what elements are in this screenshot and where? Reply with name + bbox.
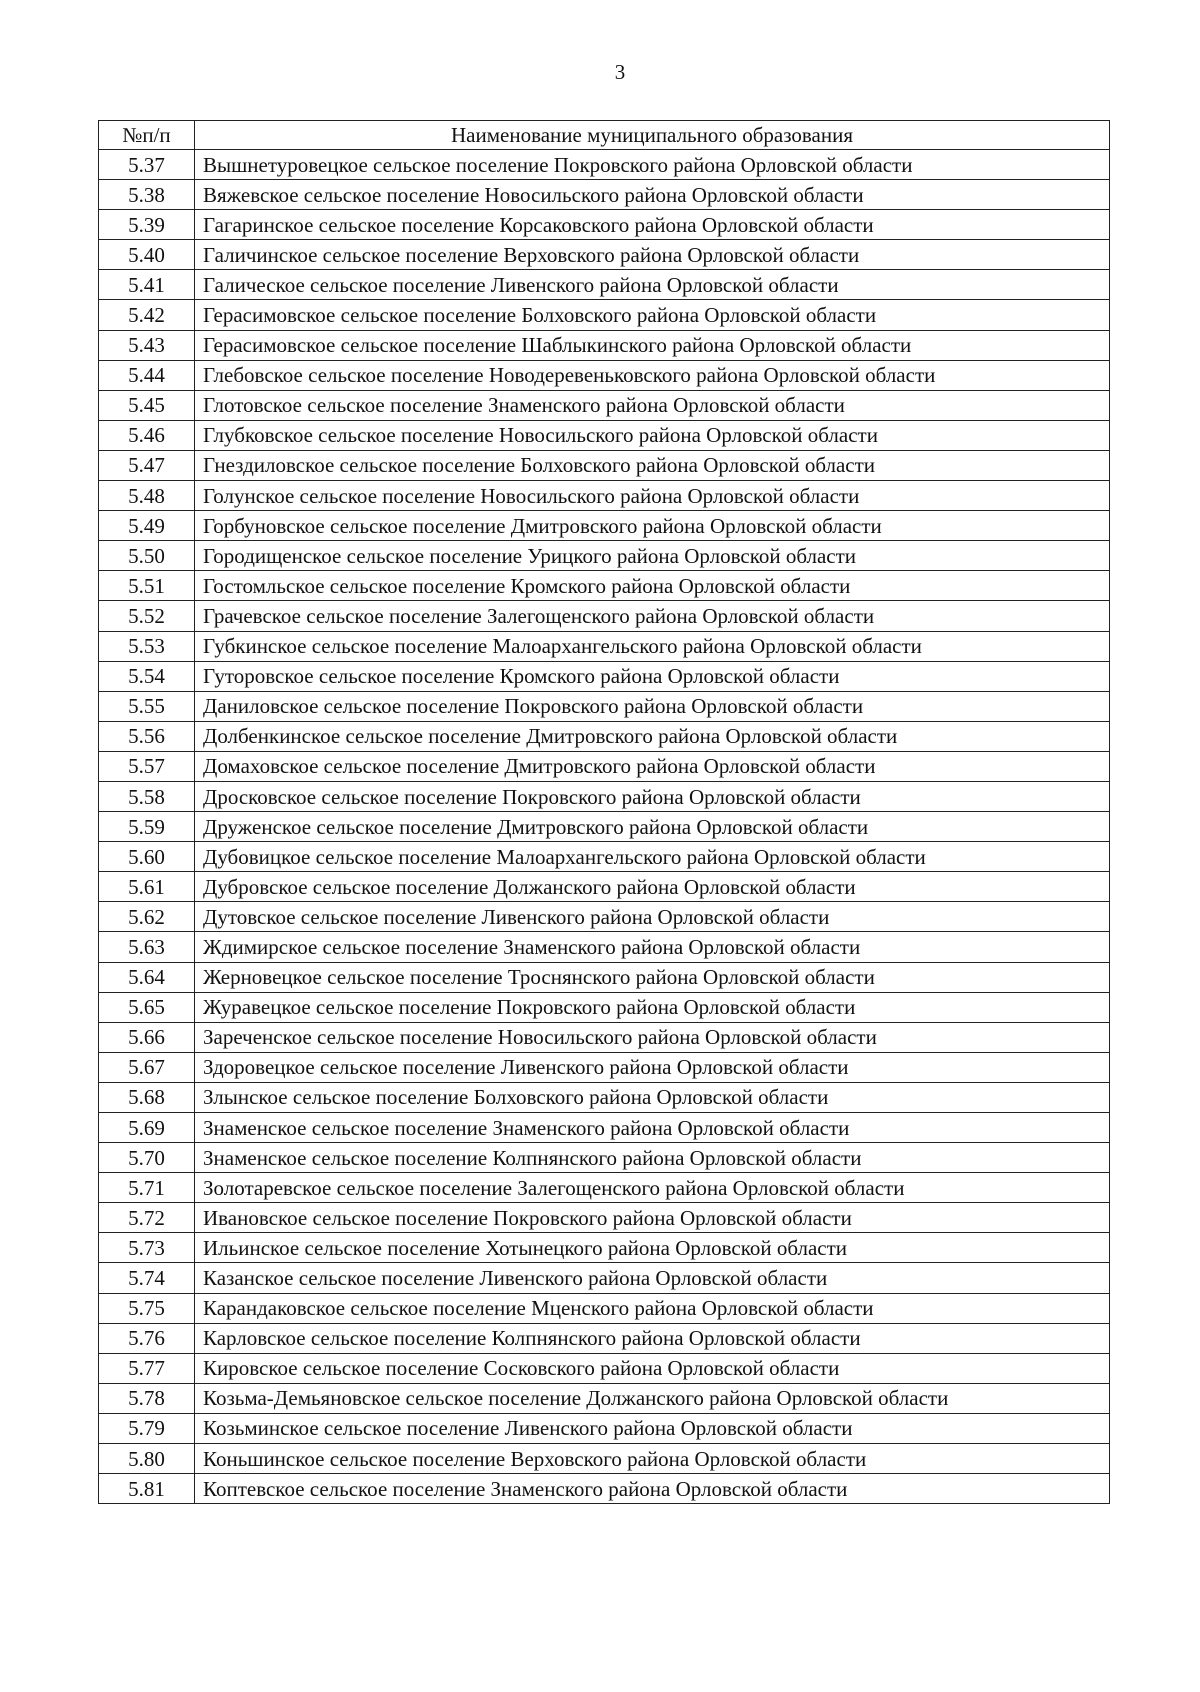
municipality-name: Зареченское сельское поселение Новосильского района Орловской области [195, 1022, 1110, 1052]
municipality-name: Герасимовское сельское поселение Шаблыкинского района Орловской области [195, 330, 1110, 360]
table-row [99, 1052, 1110, 1082]
row-number: 5.54 [99, 661, 195, 691]
table-row [99, 300, 1110, 330]
municipality-name: Горбуновское сельское поселение Дмитровского района Орловской области [195, 511, 1110, 541]
table-row [99, 932, 1110, 962]
table-row [99, 1203, 1110, 1233]
municipality-name: Долбенкинское сельское поселение Дмитровского района Орловской области [195, 721, 1110, 751]
row-number: 5.38 [99, 180, 195, 210]
row-number: 5.61 [99, 872, 195, 902]
header-name: Наименование муниципального образования [195, 121, 1110, 150]
page-number: 3 [614, 60, 626, 84]
municipality-name: Злынское сельское поселение Болховского района Орловской области [195, 1082, 1110, 1112]
table-body [99, 150, 1110, 1504]
row-number: 5.72 [99, 1203, 195, 1233]
table-row [99, 1113, 1110, 1143]
table-row [99, 360, 1110, 390]
table-row [99, 902, 1110, 932]
row-number: 5.59 [99, 812, 195, 842]
table-row [99, 150, 1110, 180]
row-number: 5.68 [99, 1082, 195, 1112]
municipality-name: Коньшинское сельское поселение Верховского района Орловской области [195, 1444, 1110, 1474]
municipality-name: Ильинское сельское поселение Хотынецкого района Орловской области [195, 1233, 1110, 1263]
table-row [99, 1474, 1110, 1504]
row-number: 5.42 [99, 300, 195, 330]
table-row [99, 661, 1110, 691]
municipality-name: Глубковское сельское поселение Новосильского района Орловской области [195, 420, 1110, 450]
municipality-name: Коптевское сельское поселение Знаменского района Орловской области [195, 1474, 1110, 1504]
row-number: 5.65 [99, 992, 195, 1022]
row-number: 5.44 [99, 360, 195, 390]
municipality-name: Гагаринское сельское поселение Корсаковского района Орловской области [195, 210, 1110, 240]
row-number: 5.52 [99, 601, 195, 631]
row-number: 5.37 [99, 150, 195, 180]
row-number: 5.39 [99, 210, 195, 240]
table-row [99, 992, 1110, 1022]
municipality-name: Ждимирское сельское поселение Знаменского района Орловской области [195, 932, 1110, 962]
table-row [99, 210, 1110, 240]
municipality-name: Жерновецкое сельское поселение Троснянского района Орловской области [195, 962, 1110, 992]
row-number: 5.41 [99, 270, 195, 300]
row-number: 5.74 [99, 1263, 195, 1293]
row-number: 5.50 [99, 541, 195, 571]
table-row [99, 601, 1110, 631]
table-row [99, 1082, 1110, 1112]
municipality-name: Кировское сельское поселение Сосковского района Орловской области [195, 1353, 1110, 1383]
row-number: 5.55 [99, 691, 195, 721]
table-row [99, 962, 1110, 992]
table-row [99, 1383, 1110, 1413]
table-row [99, 781, 1110, 811]
row-number: 5.63 [99, 932, 195, 962]
municipality-name: Вышнетуровецкое сельское поселение Покровского района Орловской области [195, 150, 1110, 180]
municipality-name: Галичинское сельское поселение Верховского района Орловской области [195, 240, 1110, 270]
municipality-name: Карандаковское сельское поселение Мценского района Орловской области [195, 1293, 1110, 1323]
row-number: 5.78 [99, 1383, 195, 1413]
table-row [99, 872, 1110, 902]
row-number: 5.53 [99, 631, 195, 661]
row-number: 5.58 [99, 781, 195, 811]
table-row [99, 1233, 1110, 1263]
row-number: 5.40 [99, 240, 195, 270]
row-number: 5.45 [99, 390, 195, 420]
municipality-name: Журавецкое сельское поселение Покровского района Орловской области [195, 992, 1110, 1022]
row-number: 5.76 [99, 1323, 195, 1353]
municipality-name: Козьма-Демьяновское сельское поселение Должанского района Орловской области [195, 1383, 1110, 1413]
municipality-name: Знаменское сельское поселение Знаменского района Орловской области [195, 1113, 1110, 1143]
table-row [99, 1143, 1110, 1173]
row-number: 5.67 [99, 1052, 195, 1082]
row-number: 5.79 [99, 1413, 195, 1443]
table-row [99, 751, 1110, 781]
table-row [99, 541, 1110, 571]
row-number: 5.49 [99, 511, 195, 541]
municipality-name: Голунское сельское поселение Новосильского района Орловской области [195, 481, 1110, 511]
table-row [99, 390, 1110, 420]
table-row [99, 1293, 1110, 1323]
table-row [99, 1173, 1110, 1203]
row-number: 5.66 [99, 1022, 195, 1052]
table-row [99, 1444, 1110, 1474]
table-row [99, 631, 1110, 661]
row-number: 5.62 [99, 902, 195, 932]
municipality-name: Гнездиловское сельское поселение Болховского района Орловской области [195, 450, 1110, 480]
municipality-name: Вяжевское сельское поселение Новосильского района Орловской области [195, 180, 1110, 210]
municipality-name: Карловское сельское поселение Колпнянского района Орловской области [195, 1323, 1110, 1353]
row-number: 5.47 [99, 450, 195, 480]
table-row [99, 691, 1110, 721]
row-number: 5.60 [99, 842, 195, 872]
table-row [99, 270, 1110, 300]
row-number: 5.70 [99, 1143, 195, 1173]
municipality-name: Гостомльское сельское поселение Кромского района Орловской области [195, 571, 1110, 601]
row-number: 5.46 [99, 420, 195, 450]
table-row [99, 420, 1110, 450]
row-number: 5.48 [99, 481, 195, 511]
row-number: 5.71 [99, 1173, 195, 1203]
municipality-name: Домаховское сельское поселение Дмитровского района Орловской области [195, 751, 1110, 781]
row-number: 5.81 [99, 1474, 195, 1504]
row-number: 5.69 [99, 1113, 195, 1143]
table-row [99, 330, 1110, 360]
municipality-name: Золотаревское сельское поселение Залегощенского района Орловской области [195, 1173, 1110, 1203]
municipality-name: Дросковское сельское поселение Покровского района Орловской области [195, 781, 1110, 811]
row-number: 5.57 [99, 751, 195, 781]
header-num: №п/п [99, 121, 195, 150]
municipal-table [98, 120, 1110, 1504]
table-row [99, 180, 1110, 210]
table-row [99, 571, 1110, 601]
municipality-name: Глотовское сельское поселение Знаменского района Орловской области [195, 390, 1110, 420]
row-number: 5.80 [99, 1444, 195, 1474]
municipality-name: Дутовское сельское поселение Ливенского района Орловской области [195, 902, 1110, 932]
municipality-name: Дубовицкое сельское поселение Малоархангельского района Орловской области [195, 842, 1110, 872]
table-row [99, 1263, 1110, 1293]
municipality-name: Друженское сельское поселение Дмитровского района Орловской области [195, 812, 1110, 842]
table-row [99, 1022, 1110, 1052]
municipality-name: Городищенское сельское поселение Урицкого района Орловской области [195, 541, 1110, 571]
municipality-name: Здоровецкое сельское поселение Ливенского района Орловской области [195, 1052, 1110, 1082]
table-row [99, 511, 1110, 541]
table-row [99, 1413, 1110, 1443]
municipality-name: Герасимовское сельское поселение Болховского района Орловской области [195, 300, 1110, 330]
municipality-name: Гуторовское сельское поселение Кромского района Орловской области [195, 661, 1110, 691]
municipality-name: Казанское сельское поселение Ливенского района Орловской области [195, 1263, 1110, 1293]
table-row [99, 1353, 1110, 1383]
table-row [99, 1323, 1110, 1353]
table-row [99, 481, 1110, 511]
table-row [99, 842, 1110, 872]
municipality-name: Глебовское сельское поселение Новодеревеньковского района Орловской области [195, 360, 1110, 390]
row-number: 5.73 [99, 1233, 195, 1263]
municipality-name: Галическое сельское поселение Ливенского района Орловской области [195, 270, 1110, 300]
row-number: 5.77 [99, 1353, 195, 1383]
municipality-name: Дубровское сельское поселение Должанского района Орловской области [195, 872, 1110, 902]
municipality-name: Знаменское сельское поселение Колпнянского района Орловской области [195, 1143, 1110, 1173]
municipality-name: Козьминское сельское поселение Ливенского района Орловской области [195, 1413, 1110, 1443]
table-row [99, 721, 1110, 751]
table-row [99, 240, 1110, 270]
table-header-row [99, 121, 1110, 150]
row-number: 5.43 [99, 330, 195, 360]
municipality-name: Даниловское сельское поселение Покровского района Орловской области [195, 691, 1110, 721]
row-number: 5.75 [99, 1293, 195, 1323]
row-number: 5.64 [99, 962, 195, 992]
municipality-name: Грачевское сельское поселение Залегощенского района Орловской области [195, 601, 1110, 631]
row-number: 5.51 [99, 571, 195, 601]
municipality-name: Ивановское сельское поселение Покровского района Орловской области [195, 1203, 1110, 1233]
row-number: 5.56 [99, 721, 195, 751]
municipality-name: Губкинское сельское поселение Малоархангельского района Орловской области [195, 631, 1110, 661]
table-row [99, 450, 1110, 480]
table-row [99, 812, 1110, 842]
